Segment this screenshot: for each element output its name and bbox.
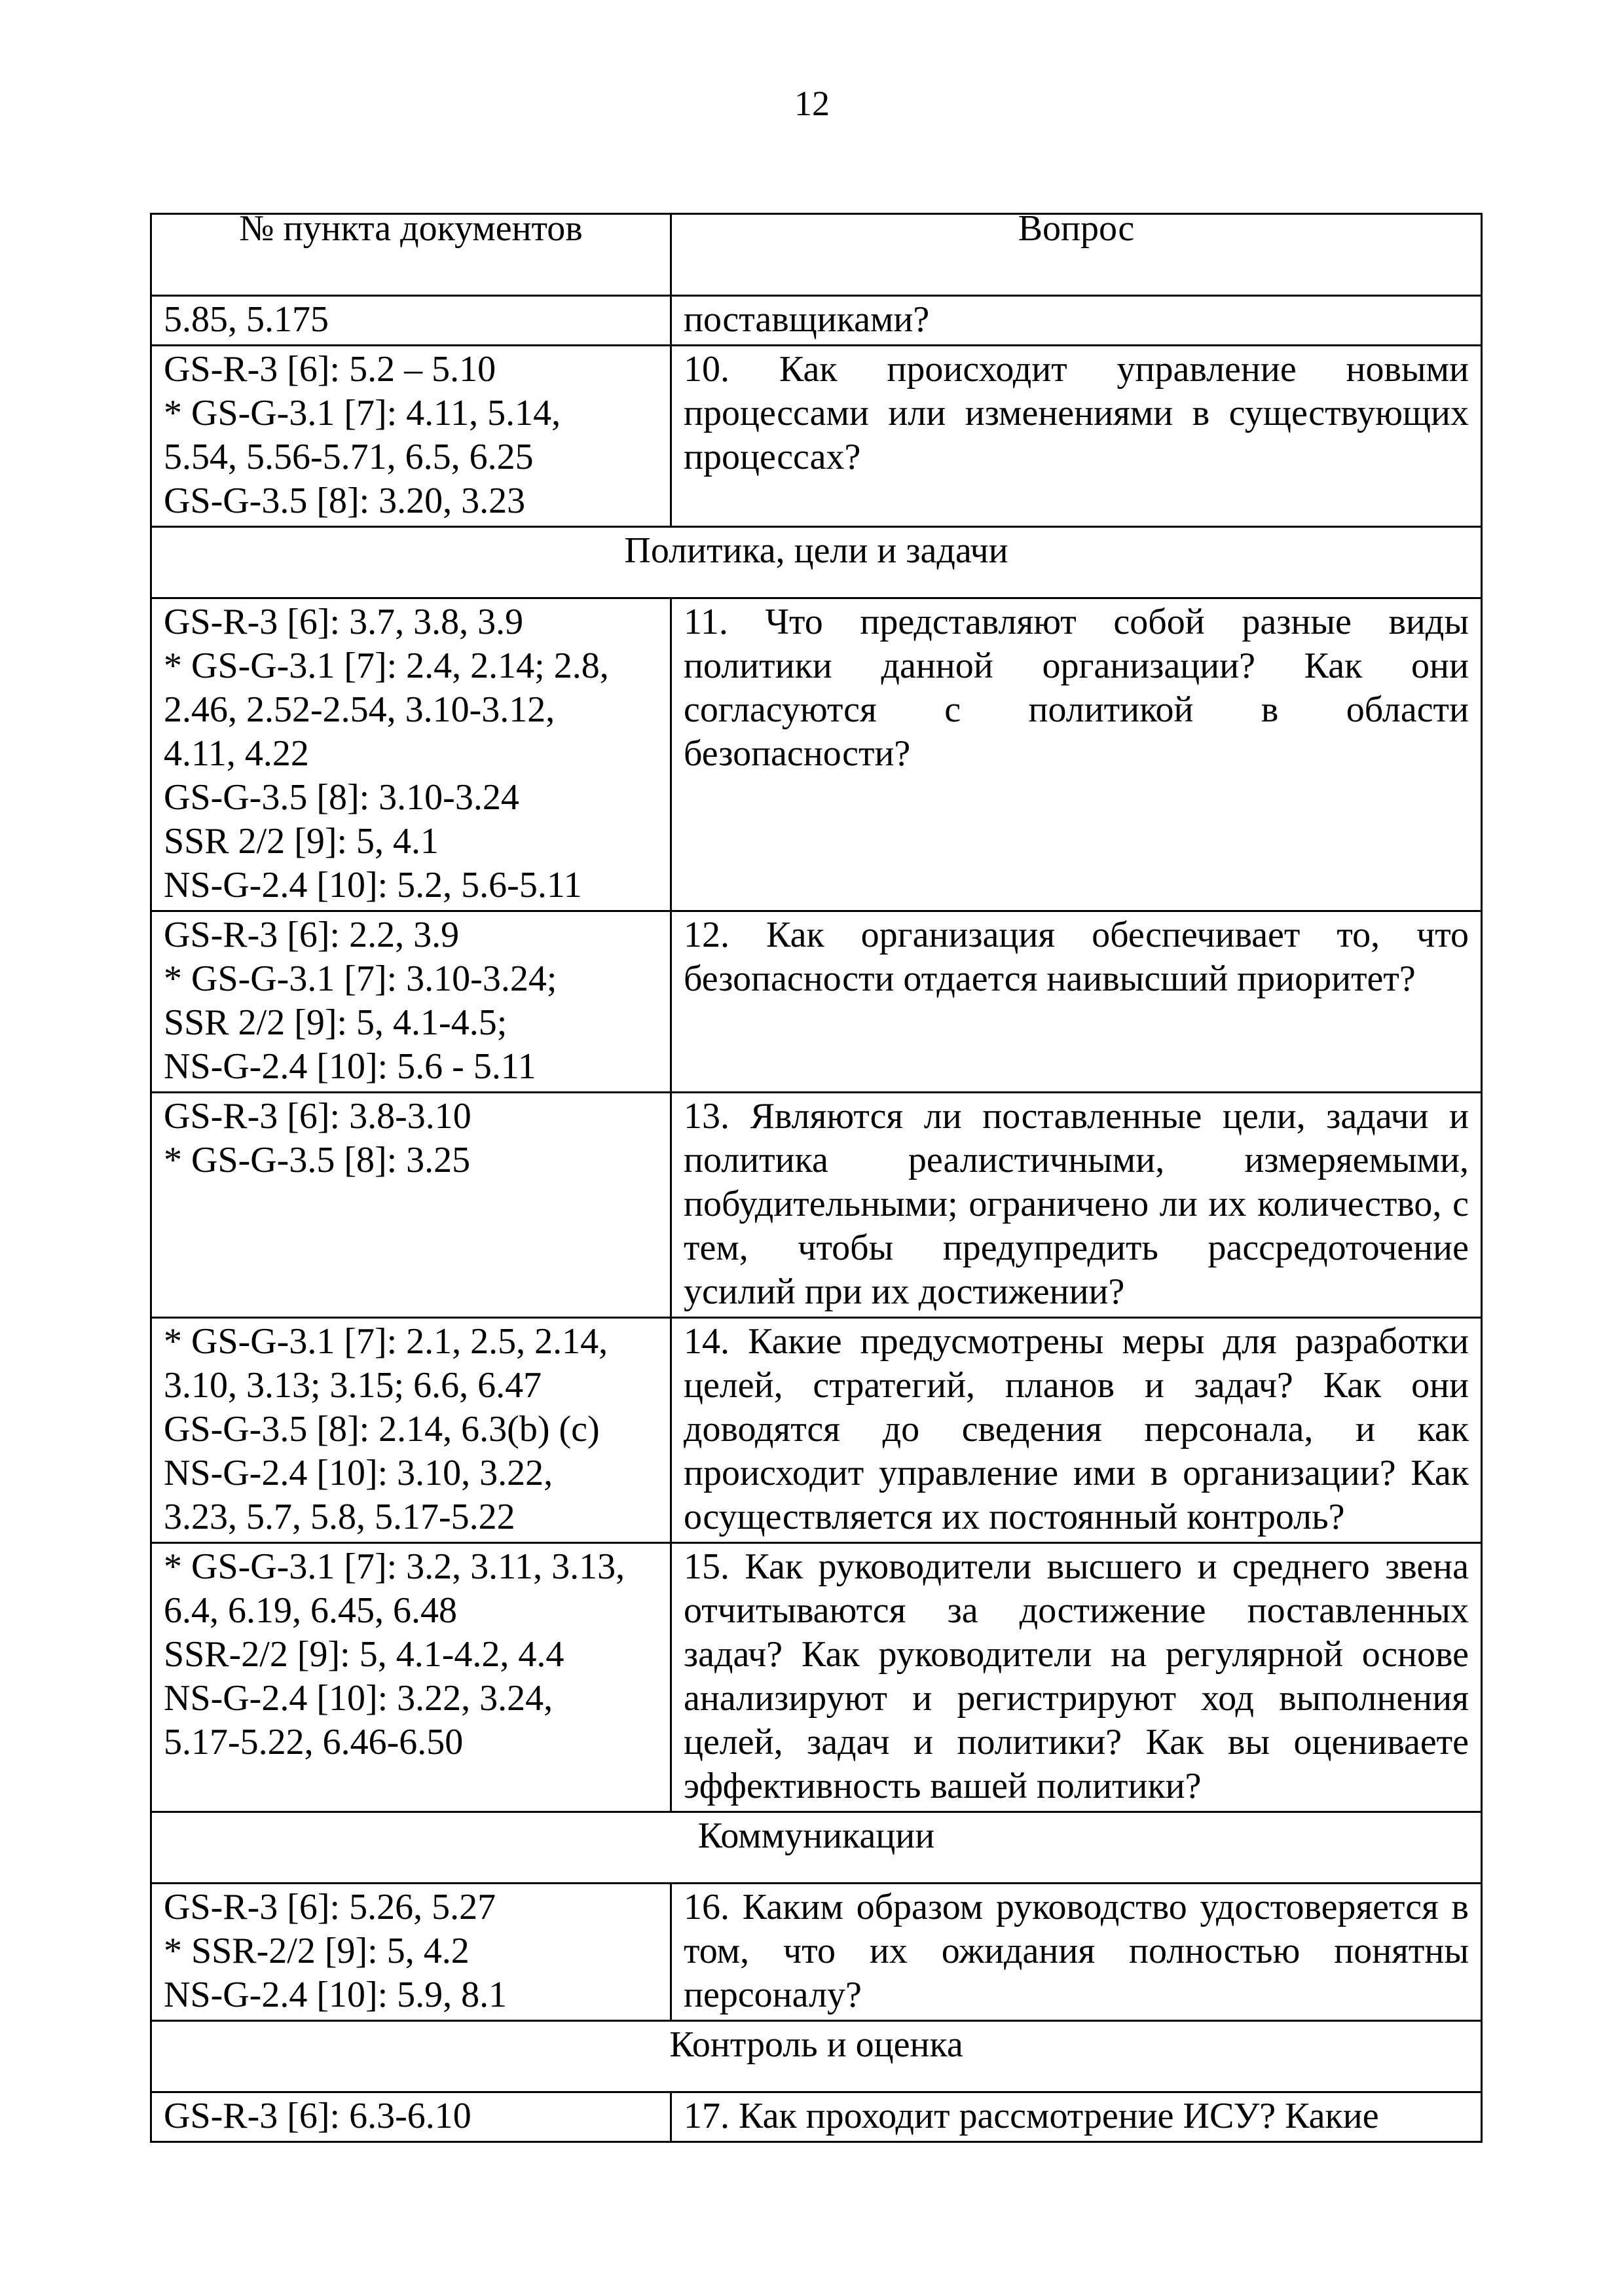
column-header-refs: № пункта документов bbox=[151, 214, 671, 296]
requirements-table bbox=[150, 208, 1483, 2143]
ref-line: GS-G-3.5 [8]: 3.20, 3.23 bbox=[164, 481, 526, 521]
ref-line: GS-R-3 [6]: 3.8-3.10 bbox=[164, 1096, 471, 1137]
table-row bbox=[151, 2092, 1482, 2142]
question-text: 15. Как руководители высшего и среднего звена отчитываются за достижение поставленных задач? Как руководители на регулярной основе анализируют и регистрируют ход выполнения целей, задач и политики? Как вы оцениваете эффективность вашей политики? bbox=[684, 1546, 1469, 1806]
question-text: 17. Как проходит рассмотрение ИСУ? Какие bbox=[684, 2096, 1379, 2136]
ref-line: GS-R-3 [6]: 6.3-6.10 bbox=[164, 2096, 471, 2136]
ref-line: 5.85, 5.175 bbox=[164, 299, 329, 340]
table-row bbox=[151, 1543, 1482, 1812]
ref-line: * GS-G-3.1 [7]: 3.10-3.24; bbox=[164, 958, 557, 999]
question-text: 14. Какие предусмотрены меры для разработки целей, стратегий, планов и задач? Как они доводятся до сведения персонала, и как происходит управление ими в организации? Как осуществляется их постоянный контроль? bbox=[684, 1321, 1469, 1537]
ref-line: 5.17-5.22, 6.46-6.50 bbox=[164, 1722, 464, 1762]
table-row bbox=[151, 1093, 1482, 1318]
question-text: 10. Как происходит управление новыми процессами или изменениями в существующих процессах? bbox=[684, 349, 1469, 477]
table-row bbox=[151, 296, 1482, 346]
question-text: 12. Как организация обеспечивает то, что безопасности отдается наивысший приоритет? bbox=[684, 915, 1469, 999]
ref-line: 6.4, 6.19, 6.45, 6.48 bbox=[164, 1590, 457, 1631]
ref-line: SSR-2/2 [9]: 5, 4.1-4.2, 4.4 bbox=[164, 1634, 564, 1675]
ref-line: GS-G-3.5 [8]: 2.14, 6.3(b) (c) bbox=[164, 1409, 600, 1449]
question-cell bbox=[671, 1543, 1482, 1812]
ref-line: GS-R-3 [6]: 5.26, 5.27 bbox=[164, 1887, 496, 1927]
section-policy: Политика, цели и задачи bbox=[151, 527, 1482, 598]
ref-line: * GS-G-3.5 [8]: 3.25 bbox=[164, 1140, 471, 1180]
question-cell bbox=[671, 346, 1482, 527]
question-cell bbox=[671, 2092, 1482, 2142]
question-text: 11. Что представляют собой разные виды политики данной организации? Как они согласуются с политикой в области безопасности? bbox=[684, 602, 1469, 774]
section-header-row bbox=[151, 1812, 1482, 1884]
refs-cell bbox=[151, 296, 671, 346]
section-control: Контроль и оценка bbox=[151, 2021, 1482, 2092]
section-header-row bbox=[151, 2021, 1482, 2092]
ref-line: 4.11, 4.22 bbox=[164, 733, 309, 774]
question-cell bbox=[671, 598, 1482, 911]
ref-line: * GS-G-3.1 [7]: 2.1, 2.5, 2.14, bbox=[164, 1321, 608, 1362]
ref-line: * GS-G-3.1 [7]: 4.11, 5.14, bbox=[164, 393, 561, 433]
section-communications: Коммуникации bbox=[151, 1812, 1482, 1884]
ref-line: * SSR-2/2 [9]: 5, 4.2 bbox=[164, 1931, 470, 1971]
ref-line: NS-G-2.4 [10]: 3.10, 3.22, bbox=[164, 1453, 553, 1493]
ref-line: GS-R-3 [6]: 2.2, 3.9 bbox=[164, 915, 460, 955]
ref-line: 2.46, 2.52-2.54, 3.10-3.12, bbox=[164, 689, 555, 730]
ref-line: NS-G-2.4 [10]: 5.2, 5.6-5.11 bbox=[164, 865, 582, 905]
section-header-row bbox=[151, 527, 1482, 598]
ref-line: * GS-G-3.1 [7]: 3.2, 3.11, 3.13, bbox=[164, 1546, 625, 1587]
refs-cell bbox=[151, 911, 671, 1093]
question-cell bbox=[671, 1884, 1482, 2021]
table-row bbox=[151, 1884, 1482, 2021]
ref-line: NS-G-2.4 [10]: 3.22, 3.24, bbox=[164, 1678, 553, 1719]
ref-line: GS-G-3.5 [8]: 3.10-3.24 bbox=[164, 777, 519, 818]
ref-line: NS-G-2.4 [10]: 5.6 - 5.11 bbox=[164, 1046, 536, 1087]
question-text: 16. Каким образом руководство удостоверяется в том, что их ожидания полностью понятны персоналу? bbox=[684, 1887, 1469, 2015]
table-row bbox=[151, 346, 1482, 527]
ref-line: GS-R-3 [6]: 5.2 – 5.10 bbox=[164, 349, 496, 390]
refs-cell bbox=[151, 2092, 671, 2142]
ref-line: 3.10, 3.13; 3.15; 6.6, 6.47 bbox=[164, 1365, 542, 1406]
question-text: поставщиками? bbox=[684, 299, 930, 340]
refs-cell bbox=[151, 1543, 671, 1812]
table-row bbox=[151, 911, 1482, 1093]
refs-cell bbox=[151, 1093, 671, 1318]
refs-cell bbox=[151, 1884, 671, 2021]
table-header-row bbox=[151, 214, 1482, 296]
table-row bbox=[151, 1318, 1482, 1543]
ref-line: * GS-G-3.1 [7]: 2.4, 2.14; 2.8, bbox=[164, 646, 609, 686]
column-header-question: Вопрос bbox=[671, 214, 1482, 296]
question-cell bbox=[671, 911, 1482, 1093]
refs-cell bbox=[151, 598, 671, 911]
ref-line: SSR 2/2 [9]: 5, 4.1-4.5; bbox=[164, 1002, 507, 1043]
page-number: 12 bbox=[794, 84, 830, 123]
question-cell bbox=[671, 296, 1482, 346]
refs-cell bbox=[151, 346, 671, 527]
refs-cell bbox=[151, 1318, 671, 1543]
question-cell bbox=[671, 1093, 1482, 1318]
ref-line: NS-G-2.4 [10]: 5.9, 8.1 bbox=[164, 1975, 507, 2015]
table-row bbox=[151, 598, 1482, 911]
question-text: 13. Являются ли поставленные цели, задачи и политика реалистичными, измеряемыми, побудительными; ограничено ли их количество, с тем, чтобы предупредить рассредоточение усилий при их достижении? bbox=[684, 1096, 1469, 1312]
ref-line: 5.54, 5.56-5.71, 6.5, 6.25 bbox=[164, 437, 534, 477]
ref-line: SSR 2/2 [9]: 5, 4.1 bbox=[164, 821, 439, 862]
ref-line: 3.23, 5.7, 5.8, 5.17-5.22 bbox=[164, 1497, 515, 1537]
ref-line: GS-R-3 [6]: 3.7, 3.8, 3.9 bbox=[164, 602, 524, 642]
question-cell bbox=[671, 1318, 1482, 1543]
